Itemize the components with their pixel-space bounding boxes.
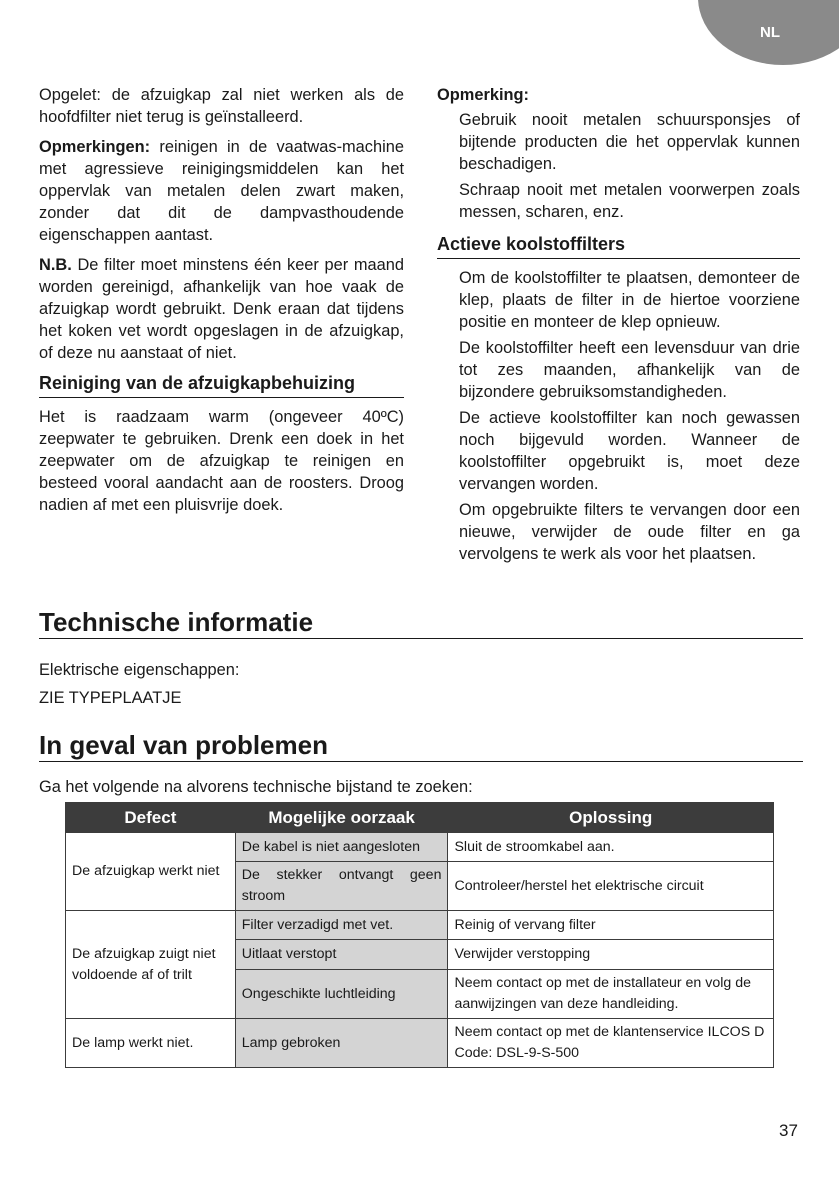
cause-cell: Uitlaat verstopt (235, 940, 448, 970)
warning-text: : de afzuigkap zal niet werken als de hoofdfilter niet terug is geïnstalleerd. (39, 86, 404, 126)
nb-text: De filter moet minstens één keer per maand worden gereinigd, afhankelijk van hoe vaak de afzuigkap wordt gebruikt. Denk eraan dat tijdens het koken vet wordt opgeslagen in de afzuigkap, of deze nu aanstaat of niet. (39, 256, 404, 362)
carbon-paragraph: Om de koolstoffilter te plaatsen, demonteer de klep, plaats de filter in de hiertoe voorziene positie en monteer de klep opnieuw. (459, 269, 800, 331)
housing-text: Het is raadzaam warm (ongeveer 40ºC) zeepwater te gebruiken. Drenk een doek in het zeepwater om de afzuigkap te reinigen en besteed vooral aandacht aan de roosters. Droog nadien af met een pluisvrije doek. (39, 408, 404, 514)
page-number: 37 (779, 1121, 798, 1140)
troubleshooting-table (65, 802, 774, 1068)
language-tab (698, 0, 839, 65)
defect-cell: De afzuigkap werkt niet (66, 833, 236, 911)
left-column (39, 84, 404, 524)
warning-label: Opgelet (39, 86, 97, 104)
note-paragraph: Schraap nooit met metalen voorwerpen zoals messen, scharen, enz. (459, 181, 800, 221)
problems-intro: Ga het volgende na alvorens technische bijstand te zoeken: (39, 778, 473, 796)
housing-heading: Reiniging van de afzuigkapbehuizing (39, 372, 404, 398)
carbon-paragraph: De koolstoffilter heeft een levensduur van drie tot zes maanden, afhankelijk van de bijzondere gebruiksomstandigheden. (459, 339, 800, 401)
solution-cell: Verwijder verstopping (448, 940, 774, 970)
tech-info-heading: Technische informatie (39, 607, 803, 639)
table-row (66, 833, 774, 862)
carbon-filter-heading: Actieve koolstoffilters (437, 233, 800, 259)
header-solution: Oplossing (448, 803, 774, 833)
header-defect: Defect (66, 803, 236, 833)
defect-cell: De afzuigkap zuigt niet voldoende af of trilt (66, 911, 236, 1019)
remarks-label: Opmerkingen: (39, 138, 151, 156)
table-row (66, 911, 774, 940)
solution-cell: Neem contact op met de klantenservice ILCOS D Code: DSL-9-S-500 (448, 1019, 774, 1068)
solution-cell: Reinig of vervang filter (448, 911, 774, 940)
cause-cell: Ongeschikte luchtleiding (235, 970, 448, 1019)
type-plate-note: ZIE TYPEPLAATJE (39, 689, 182, 707)
problems-heading: In geval van problemen (39, 730, 803, 762)
electrical-properties-label: Elektrische eigenschappen: (39, 661, 240, 679)
note-paragraph: Gebruik nooit metalen schuursponsjes of bijtende producten die het oppervlak kunnen beschadigen. (459, 111, 800, 173)
note-heading: Opmerking: (437, 86, 529, 104)
warning-paragraph (39, 84, 404, 128)
defect-cell: De lamp werkt niet. (66, 1019, 236, 1068)
remarks-text: reinigen in de vaatwas-machine met agressieve reinigingsmiddelen kan het oppervlak van metalen delen zwart maken, zonder dat dit de dampvasthoudende eigenschappen aantast. (39, 138, 404, 244)
solution-cell: Neem contact op met de installateur en volg de aanwijzingen van deze handleiding. (448, 970, 774, 1019)
table-header-row (66, 803, 774, 833)
cause-cell: Lamp gebroken (235, 1019, 448, 1068)
nb-label: N.B. (39, 256, 72, 274)
table-row (66, 1019, 774, 1068)
cause-cell: Filter verzadigd met vet. (235, 911, 448, 940)
nb-paragraph (39, 254, 404, 364)
cause-cell: De kabel is niet aangesloten (235, 833, 448, 862)
language-label: NL (760, 24, 780, 41)
solution-cell: Sluit de stroomkabel aan. (448, 833, 774, 862)
carbon-paragraph: Om opgebruikte filters te vervangen door een nieuwe, verwijder de oude filter en ga vervolgens te werk als voor het plaatsen. (459, 501, 800, 563)
carbon-paragraph: De actieve koolstoffilter kan noch gewassen noch bijgevuld worden. Wanneer de koolstoffilter opgebruikt is, moet deze vervangen worden. (459, 409, 800, 493)
cause-cell: De stekker ontvangt geen stroom (235, 862, 448, 911)
header-cause: Mogelijke oorzaak (235, 803, 448, 833)
remarks-paragraph (39, 136, 404, 246)
right-column (437, 84, 800, 569)
solution-cell: Controleer/herstel het elektrische circuit (448, 862, 774, 911)
